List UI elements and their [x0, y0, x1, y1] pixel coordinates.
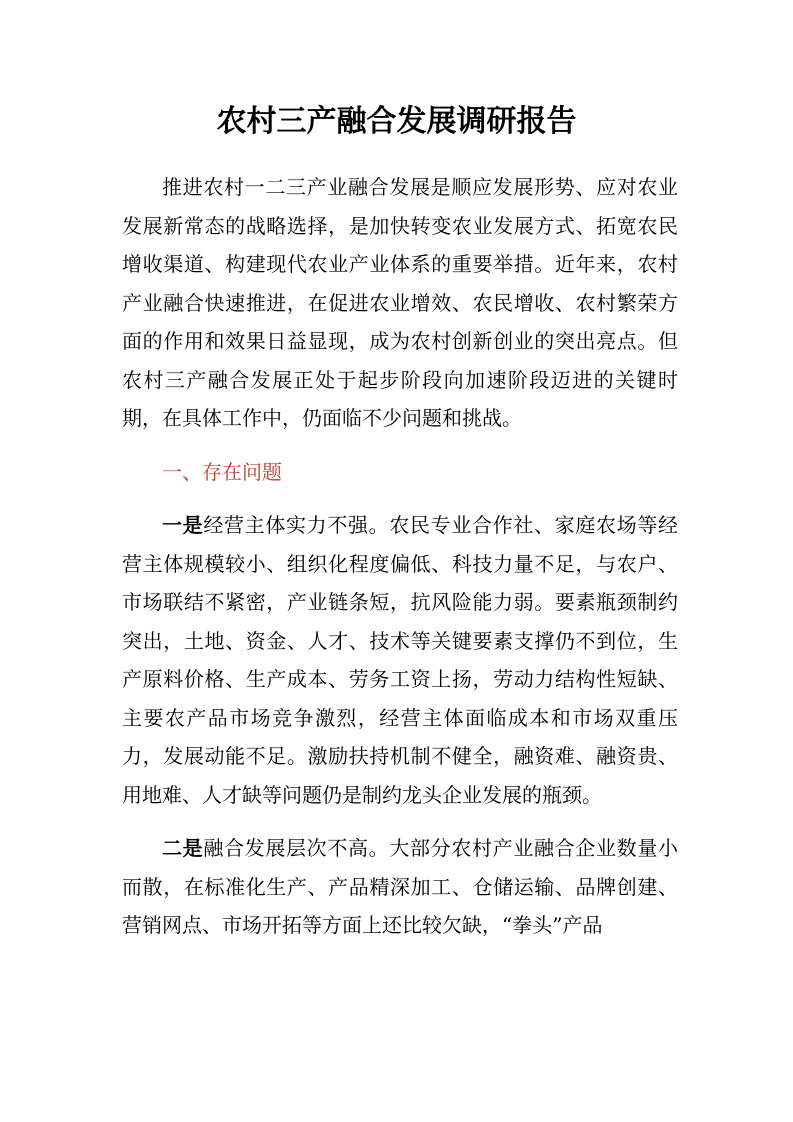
point-one-text: 经营主体实力不强。农民专业合作社、家庭农场等经营主体规模较小、组织化程度偏低、科技力量不足，与农户、市场联结不紧密，产业链条短，抗风险能力弱。要素瓶颈制约突出，土地、资金、人才、技术等关键要素支撑仍不到位，生产原料价格、生产成本、劳务工资上扬，劳动力结构性短缺、主要农产品市场竞争激烈，经营主体面临成本和市场双重压力，发展动能不足。激励扶持机制不健全，融资难、融资贵、用地难、人才缺等问题仍是制约龙头企业发展的瓶颈。	[122, 513, 679, 807]
point-one-paragraph	[122, 506, 678, 814]
point-two-text: 融合发展层次不高。大部分农村产业融合企业数量小而散，在标准化生产、产品精深加工、仓储运输、品牌创建、营销网点、市场开拓等方面上还比较欠缺，“拳头”产品	[122, 836, 679, 937]
point-two-lead: 二是	[162, 836, 204, 860]
point-one-lead: 一是	[162, 513, 204, 537]
intro-paragraph: 推进农村一二三产业融合发展是顺应发展形势、应对农业发展新常态的战略选择，是加快转变农业发展方式、拓宽农民增收渠道、构建现代农业产业体系的重要举措。近年来，农村产业融合快速推进，在促进农业增效、农民增收、农村繁荣方面的作用和效果日益显现，成为农村创新创业的突出亮点。但农村三产融合发展正处于起步阶段向加速阶段迈进的关键时期，在具体工作中，仍面临不少问题和挑战。	[122, 175, 678, 430]
point-two-paragraph	[122, 829, 678, 945]
document-title: 农村三产融合发展调研报告	[216, 104, 577, 139]
section-heading-problems: 一、存在问题	[162, 459, 282, 484]
document-body	[122, 168, 678, 960]
